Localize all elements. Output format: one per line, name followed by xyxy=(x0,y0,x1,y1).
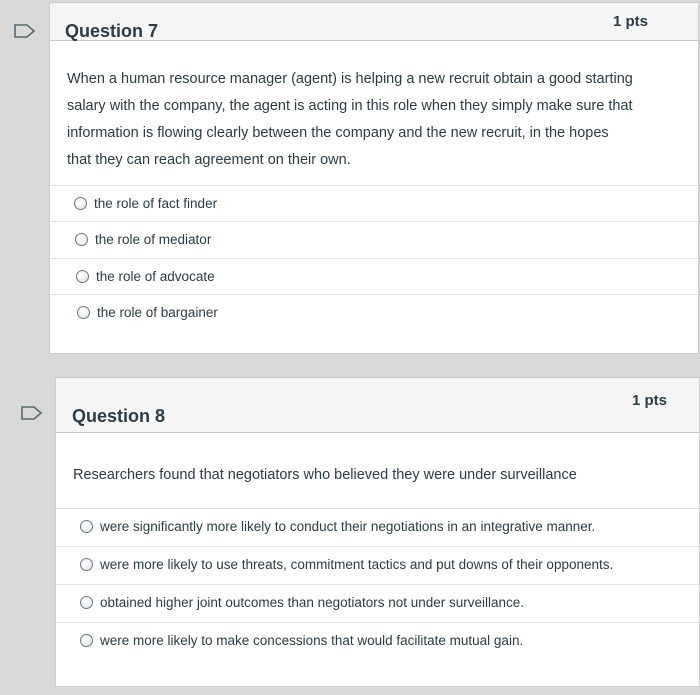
answer-label: were significantly more likely to conduct their negotiations in an integrative manner. xyxy=(100,519,596,534)
answer-label: were more likely to make concessions that would facilitate mutual gain. xyxy=(100,633,524,648)
answer-option[interactable] xyxy=(50,221,698,257)
question-text: When a human resource manager (agent) is helping a new recruit obtain a good starting salary with the company, the agent is acting in this role when they simply make sure that information is flowing clearly between the company and the new recruit, in the hopes that they can reach agreement on their own. xyxy=(67,71,633,168)
flag-question-7-icon[interactable] xyxy=(14,24,36,38)
answer-option[interactable] xyxy=(56,508,699,544)
radio-button[interactable] xyxy=(76,270,89,283)
answer-label: obtained higher joint outcomes than negotiators not under surveillance. xyxy=(100,595,525,610)
question-points: 1 pts xyxy=(612,13,648,30)
question-header xyxy=(50,3,698,41)
answer-label: the role of advocate xyxy=(96,269,215,284)
radio-button[interactable] xyxy=(80,558,93,571)
answer-label: were more likely to use threats, commitment tactics and put downs of their opponents. xyxy=(100,557,614,572)
flag-question-8-icon[interactable] xyxy=(21,406,43,420)
answer-label: the role of mediator xyxy=(95,232,212,247)
answer-label: the role of bargainer xyxy=(97,305,218,320)
radio-button[interactable] xyxy=(75,233,88,246)
radio-button[interactable] xyxy=(80,596,93,609)
answer-option[interactable] xyxy=(56,622,699,658)
question-8-card xyxy=(55,377,700,687)
answer-option[interactable] xyxy=(56,546,699,582)
answer-option[interactable] xyxy=(50,258,698,294)
question-points: 1 pts xyxy=(631,392,667,409)
question-text: Researchers found that negotiators who believed they were under surveillance xyxy=(73,467,577,483)
answer-option[interactable] xyxy=(56,584,699,620)
radio-button[interactable] xyxy=(80,520,93,533)
question-title: Question 8 xyxy=(72,406,166,426)
question-header xyxy=(56,378,699,433)
radio-button[interactable] xyxy=(77,306,90,319)
question-title: Question 7 xyxy=(65,21,159,41)
answer-option[interactable] xyxy=(50,185,698,221)
answer-option[interactable] xyxy=(50,294,698,330)
radio-button[interactable] xyxy=(74,197,87,210)
answer-label: the role of fact finder xyxy=(94,196,218,211)
radio-button[interactable] xyxy=(80,634,93,647)
question-7-card xyxy=(49,2,699,354)
